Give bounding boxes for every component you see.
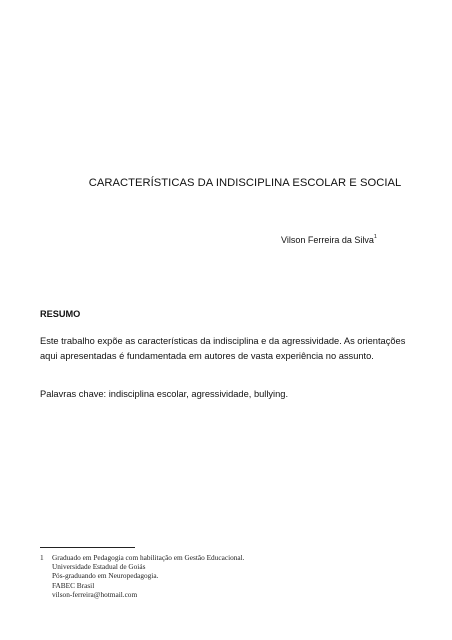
author-line bbox=[281, 235, 377, 245]
footnote bbox=[40, 553, 244, 599]
abstract-line: Este trabalho expõe as características da indisciplina e da agressividade. As orientações bbox=[40, 336, 406, 346]
document-title: CARACTERÍSTICAS DA INDISCIPLINA ESCOLAR E SOCIAL bbox=[88, 177, 402, 189]
footnote-line: Graduado em Pedagogia com habilitação em Gestão Educacional. bbox=[52, 553, 245, 562]
footnote-first-line bbox=[40, 553, 244, 562]
author-name: Vilson Ferreira da Silva bbox=[281, 235, 374, 245]
author-footnote-ref: 1 bbox=[373, 234, 377, 240]
footnote-number: 1 bbox=[40, 553, 44, 562]
abstract-line: aqui apresentadas é fundamentada em autores de vasta experiência no assunto. bbox=[40, 351, 374, 361]
keywords-line: Palavras chave: indisciplina escolar, agressividade, bullying. bbox=[40, 389, 289, 399]
footnote-line: Pós-graduando em Neuropedagogia. bbox=[52, 571, 159, 581]
footnote-line: Universidade Estadual de Goiás bbox=[52, 562, 146, 572]
footnote-separator bbox=[40, 547, 135, 548]
abstract-text bbox=[40, 334, 432, 364]
abstract-heading: RESUMO bbox=[40, 309, 81, 319]
footnote-line: FABEC Brasil bbox=[52, 580, 95, 590]
footnote-email: vilson-ferreira@hotmail.com bbox=[52, 589, 138, 599]
